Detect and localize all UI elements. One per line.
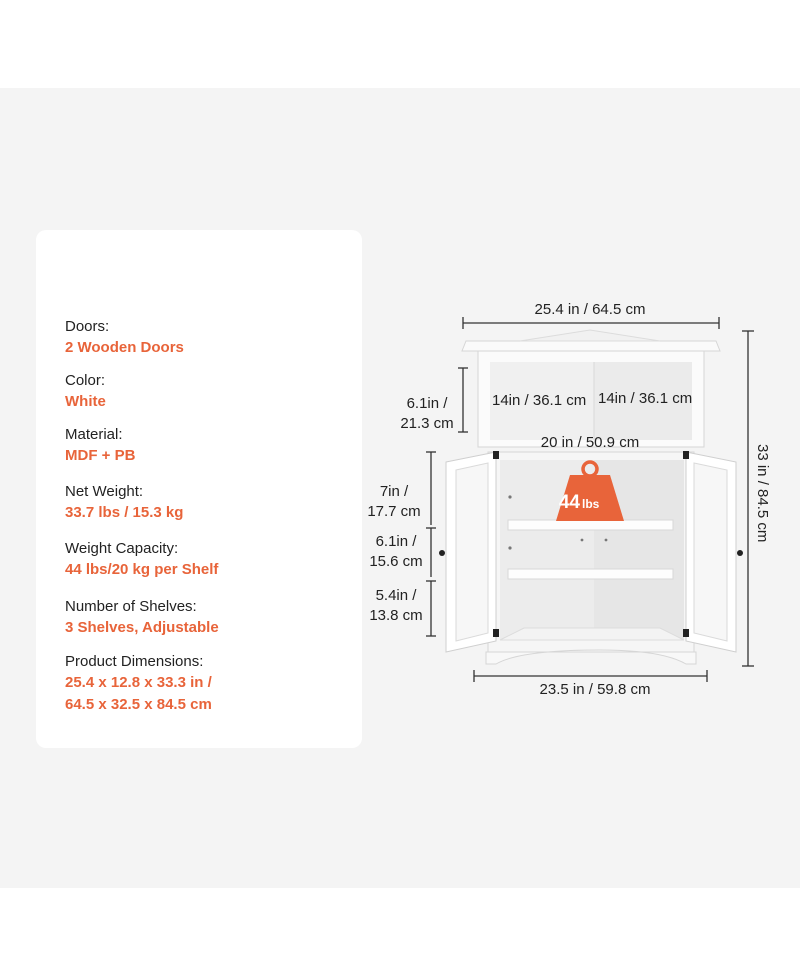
dim-inner-width: 20 in / 50.9 cm xyxy=(540,434,640,451)
dim-side-right: 14in / 36.1 cm xyxy=(598,390,693,407)
dim-side-left: 14in / 36.1 cm xyxy=(492,392,587,409)
spec-value: MDF + PB xyxy=(65,447,136,464)
dim-total-height: 33 in / 84.5 cm xyxy=(754,444,771,543)
spec-value: 44 lbs/20 kg per Shelf xyxy=(65,561,219,578)
spec-label: Number of Shelves: xyxy=(65,598,197,615)
spec-label: Net Weight: xyxy=(65,483,144,500)
spec-value: White xyxy=(65,393,106,410)
dim-shelf-3: 5.4in / 13.8 cm xyxy=(369,587,423,624)
spec-value: 3 Shelves, Adjustable xyxy=(65,619,219,636)
dim-shelf-2: 6.1in / 15.6 cm xyxy=(369,533,423,570)
spec-value: 2 Wooden Doors xyxy=(65,339,184,356)
spec-label: Color: xyxy=(65,372,106,389)
spec-value: 33.7 lbs / 15.3 kg xyxy=(65,504,184,521)
spec-value: 25.4 x 12.8 x 33.3 in / 64.5 x 32.5 x 84.5 cm xyxy=(65,674,212,713)
dim-shelf-1: 7in / 17.7 cm xyxy=(367,483,421,520)
weight-number: 44 xyxy=(558,492,580,513)
dim-bottom-width: 23.5 in / 59.8 cm xyxy=(539,681,651,698)
knob-icon xyxy=(439,550,445,556)
spec-label: Product Dimensions: xyxy=(65,653,204,670)
dim-top-height: 6.1in / 21.3 cm xyxy=(400,395,454,432)
spec-label: Doors: xyxy=(65,318,110,335)
spec-label: Material: xyxy=(65,426,123,443)
knob-icon xyxy=(737,550,743,556)
weight-unit: lbs xyxy=(582,497,600,511)
spec-label: Weight Capacity: xyxy=(65,540,179,557)
dim-top-width: 25.4 in / 64.5 cm xyxy=(534,301,646,318)
